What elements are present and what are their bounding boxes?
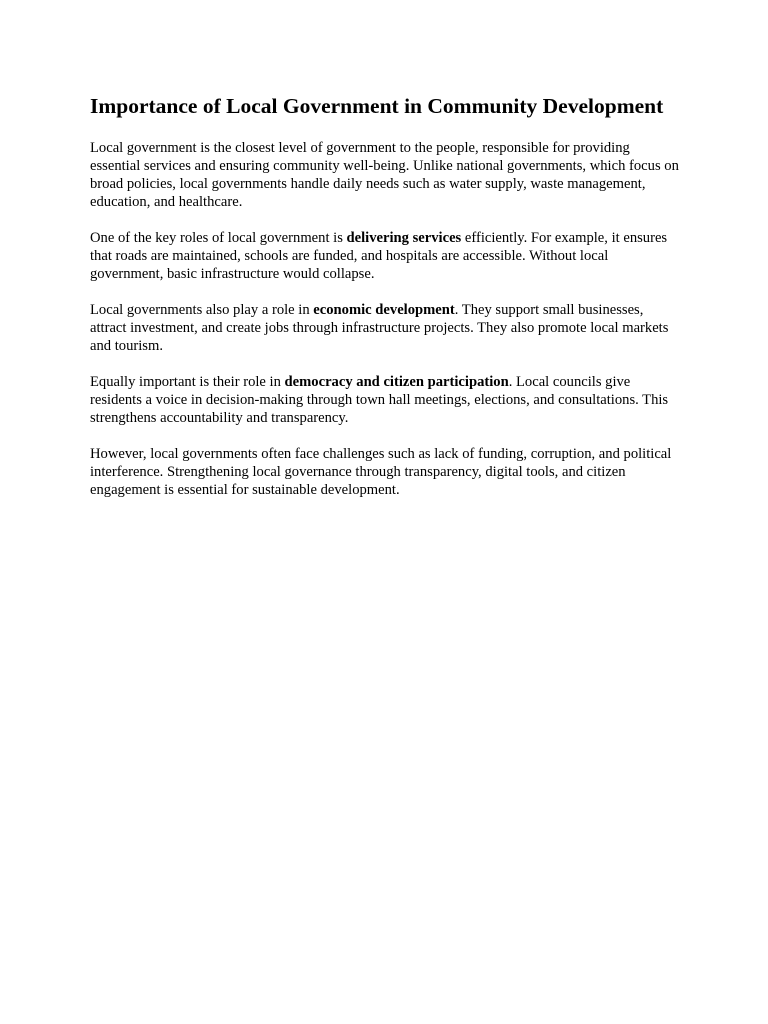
paragraph-economic xyxy=(90,301,680,355)
paragraph-intro xyxy=(90,139,680,211)
paragraph-challenges xyxy=(90,445,680,499)
paragraph-emphasis: democracy and citizen participation xyxy=(284,374,509,390)
paragraph-text: . They support small businesses, attract investment, and create jobs through infrastructure projects. They also promote local markets and tourism. xyxy=(90,302,669,354)
paragraph-democracy xyxy=(90,373,680,427)
paragraph-text: One of the key roles of local government is xyxy=(90,230,347,246)
paragraph-text: . Local councils give residents a voice in decision-making through town hall meetings, elections, and consultations. This strengthens accountability and transparency. xyxy=(90,374,669,426)
paragraph-text: However, local governments often face challenges such as lack of funding, corruption, and political interference. Strengthening local governance through transparency, digital tools, and citizen engagement is essential for sustainable development. xyxy=(90,446,672,498)
paragraph-text: efficiently. For example, it ensures that roads are maintained, schools are funded, and hospitals are accessible. Without local government, basic infrastructure would collapse. xyxy=(90,230,668,282)
paragraph-emphasis: economic development xyxy=(313,302,455,318)
paragraph-emphasis: delivering services xyxy=(346,230,462,246)
paragraph-services xyxy=(90,229,680,283)
document-page xyxy=(90,93,680,517)
document-title: Importance of Local Government in Community Development xyxy=(90,94,664,118)
paragraph-text: Local governments also play a role in xyxy=(90,302,314,318)
paragraph-text: Equally important is their role in xyxy=(90,374,285,390)
paragraph-text: Local government is the closest level of government to the people, responsible for providing essential services and ensuring community well-being. Unlike national governments, which focus on broad policies, local governments handle daily needs such as water supply, waste management, education, and healthcare. xyxy=(90,140,679,210)
